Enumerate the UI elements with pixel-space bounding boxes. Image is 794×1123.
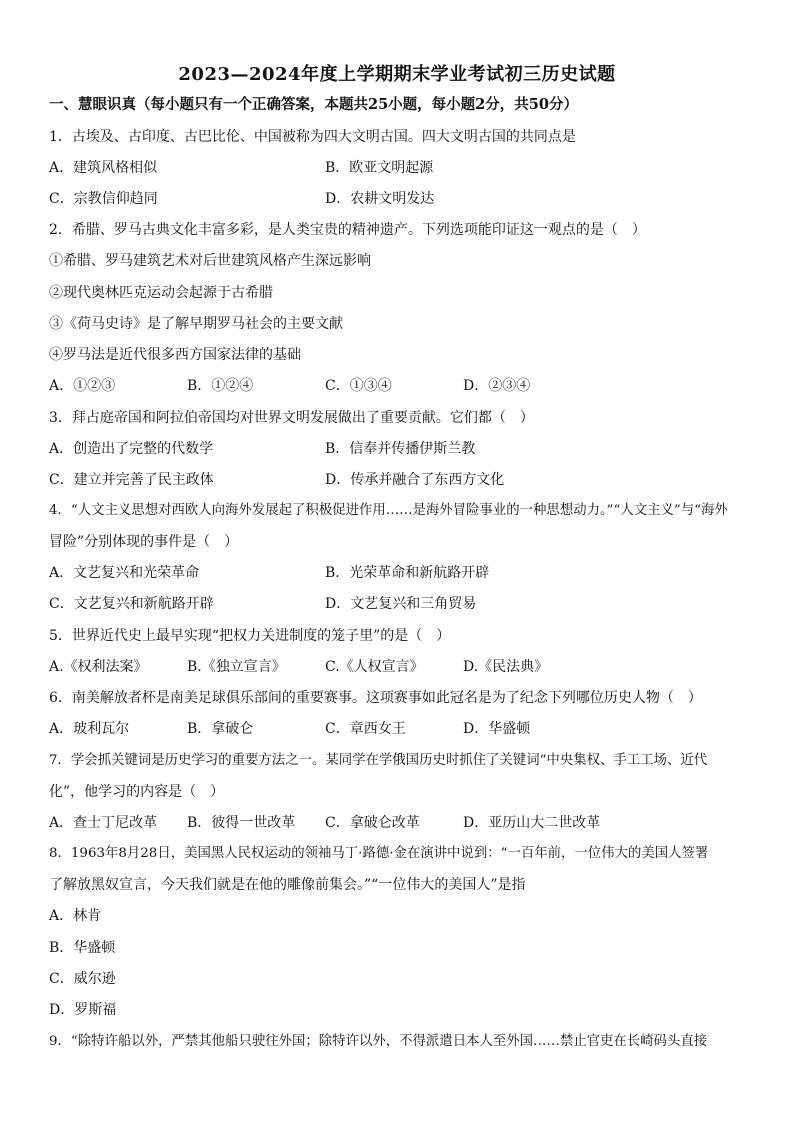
q2-option-d: D．②③④ bbox=[463, 378, 531, 394]
question-1-stem: 1．古埃及、古印度、古巴比伦、中国被称为四大文明古国。四大文明古国的共同点是 bbox=[49, 129, 576, 145]
q7-option-c: C．拿破仑改革 bbox=[325, 815, 420, 831]
q7-option-b: B．彼得一世改革 bbox=[187, 815, 296, 831]
question-7-stem-line1: 7．学会抓关键词是历史学习的重要方法之一。某同学在学俄国历史时抓住了关键词“中央集权、手工工场、近代 bbox=[49, 753, 708, 768]
q2-statement-1: ①希腊、罗马建筑艺术对后世建筑风格产生深远影响 bbox=[49, 253, 371, 269]
q6-option-b: B．拿破仑 bbox=[187, 721, 254, 737]
question-7-stem-line2: 化”，他学习的内容是（ ） bbox=[49, 784, 225, 800]
page-title: 2023—2024年度上学期期末学业考试初三历史试题 bbox=[178, 64, 616, 85]
q1-option-b: B．欧亚文明起源 bbox=[325, 160, 434, 176]
q5-option-b: B.《独立宣言》 bbox=[187, 659, 286, 675]
question-4-stem-line2: 冒险”分别体现的事件是（ ） bbox=[49, 534, 239, 550]
q7-option-d: D．亚历山大二世改革 bbox=[463, 815, 601, 831]
q2-statement-4: ④罗马法是近代很多西方国家法律的基础 bbox=[49, 347, 301, 363]
q5-option-c: C.《人权宣言》 bbox=[325, 659, 424, 675]
question-8-stem-line2: 了解放黑奴宣言，今天我们就是在他的雕像前集会。”“一位伟大的美国人”是指 bbox=[49, 877, 526, 893]
q3-option-a: A．创造出了完整的代数学 bbox=[49, 441, 214, 457]
q3-option-b: B．信奉并传播伊斯兰教 bbox=[325, 441, 476, 457]
q8-option-c: C．威尔逊 bbox=[49, 971, 116, 987]
q8-option-b: B．华盛顿 bbox=[49, 940, 116, 956]
section-heading: 一、慧眼识真（每小题只有一个正确答案，本题共25小题，每小题2分，共50分） bbox=[49, 96, 578, 113]
q8-option-a: A．林肯 bbox=[49, 908, 102, 924]
question-2-stem: 2．希腊、罗马古典文化丰富多彩，是人类宝贵的精神遗产。下列选项能印证这一观点的是（ ） bbox=[49, 222, 646, 238]
q1-option-a: A．建筑风格相似 bbox=[49, 160, 158, 176]
q8-option-d: D．罗斯福 bbox=[49, 1002, 117, 1018]
q3-option-c: C．建立并完善了民主政体 bbox=[49, 472, 214, 488]
q6-option-d: D．华盛顿 bbox=[463, 721, 531, 737]
q2-statement-3: ③《荷马史诗》是了解早期罗马社会的主要文献 bbox=[49, 316, 343, 332]
q5-option-a: A.《权利法案》 bbox=[49, 659, 148, 675]
question-3-stem: 3．拜占庭帝国和阿拉伯帝国均对世界文明发展做出了重要贡献。它们都（ ） bbox=[49, 410, 534, 426]
q4-option-a: A．文艺复兴和光荣革命 bbox=[49, 565, 200, 581]
q2-option-c: C．①③④ bbox=[325, 378, 392, 394]
question-8-stem-line1: 8．1963年8月28日，美国黑人民权运动的领袖马丁·路德·金在演讲中说到：“一百年前，一位伟大的美国人签署 bbox=[49, 846, 709, 861]
q4-option-b: B．光荣革命和新航路开辟 bbox=[325, 565, 490, 581]
q7-option-a: A．查士丁尼改革 bbox=[49, 815, 158, 831]
q1-option-d: D．农耕文明发达 bbox=[325, 191, 435, 207]
q4-option-d: D．文艺复兴和三角贸易 bbox=[325, 596, 477, 612]
question-9-stem: 9．“除特许船以外，严禁其他船只驶往外国；除特许以外，不得派遣日本人至外国……禁止官吏在长崎码头直接 bbox=[49, 1034, 708, 1049]
q6-option-a: A．玻利瓦尔 bbox=[49, 721, 130, 737]
q1-option-c: C．宗教信仰趋同 bbox=[49, 191, 158, 207]
q4-option-c: C．文艺复兴和新航路开辟 bbox=[49, 596, 214, 612]
q5-option-d: D.《民法典》 bbox=[463, 659, 549, 675]
question-5-stem: 5．世界近代史上最早实现“把权力关进制度的笼子里”的是（ ） bbox=[49, 628, 451, 644]
q2-option-b: B．①②④ bbox=[187, 378, 254, 394]
q3-option-d: D．传承并融合了东西方文化 bbox=[325, 472, 505, 488]
q6-option-c: C．章西女王 bbox=[325, 721, 406, 737]
question-6-stem: 6．南美解放者杯是南美足球俱乐部间的重要赛事。这项赛事如此冠名是为了纪念下列哪位历史人物（ ） bbox=[49, 690, 702, 706]
q2-statement-2: ②现代奥林匹克运动会起源于古希腊 bbox=[49, 285, 273, 301]
q2-option-a: A．①②③ bbox=[49, 378, 116, 394]
question-4-stem-line1: 4．“人文主义思想对西欧人向海外发展起了积极促进作用……是海外冒险事业的一种思想动力。”“人文主义”与“海外 bbox=[49, 503, 728, 518]
